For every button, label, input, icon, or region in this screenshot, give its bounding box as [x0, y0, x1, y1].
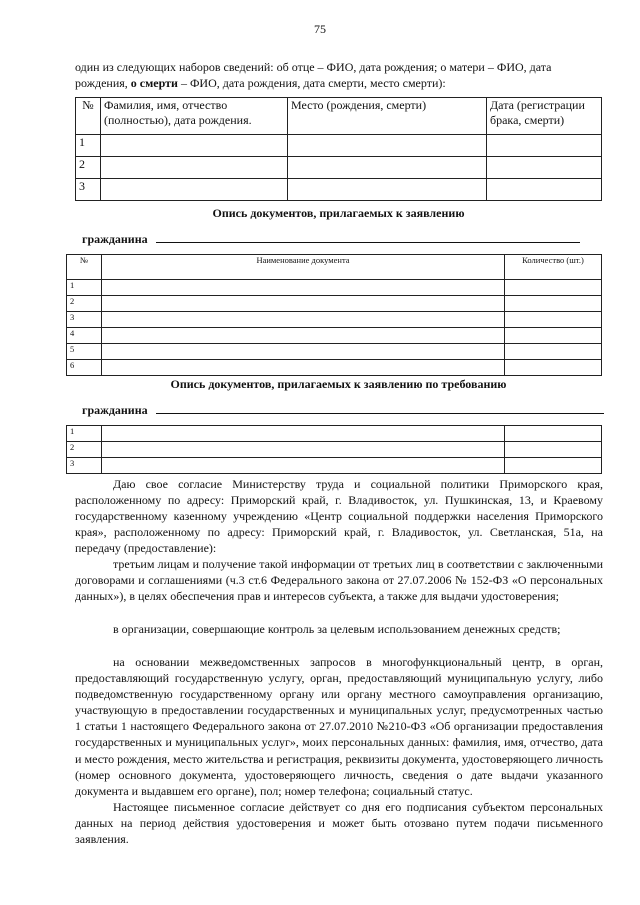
table-row	[67, 426, 602, 442]
cell-quantity[interactable]	[505, 344, 602, 360]
cell-doc-name[interactable]	[102, 458, 505, 474]
cell-quantity[interactable]	[505, 442, 602, 458]
intro-line-2-prefix: рождения,	[75, 76, 131, 90]
table-header-row	[76, 98, 602, 135]
table-header-row	[67, 255, 602, 280]
cell-doc-name[interactable]	[102, 312, 505, 328]
table-row	[67, 458, 602, 474]
citizen-name-field[interactable]	[156, 232, 580, 243]
cell-fio[interactable]	[101, 135, 288, 157]
consent-paragraph-1: Даю свое согласие Министерству труда и социальной политики Приморского края, расположенному по адресу: Приморский край, г. Владивосток, ул. Пушкинская, 13, и Краевому государственному казенному учреждению «Центр социальной поддержки населения Приморского края», расположенному по адресу: Приморский край, г. Владивосток, ул. Светланская, 51а, на передачу (предоставление):	[75, 477, 603, 556]
col-fio-header: Фамилия, имя, отчество (полностью), дата рождения.	[101, 98, 288, 135]
intro-line-2-bold: о смерти	[130, 76, 178, 90]
cell-place[interactable]	[288, 157, 487, 179]
consent-paragraph-4: на основании межведомственных запросов в многофункциональный центр, в орган, предоставляющий государственную услугу, орган, предоставляющий муниципальную услугу, либо подведомственную государственному органу или органу местного самоуправления организацию, участвующую в предоставлении государственных и муниципальных услуг, предусмотренных частью 1 статьи 1 настоящего Федерального закона от 27.07.2010 №210-ФЗ «Об организации предоставления государственных и муниципальных услуг», моих персональных данных: фамилия, имя, отчество, дата и место рождения, место жительства и регистрация, реквизиты документа, удостоверяющего личность (номер основного документа, удостоверяющего личность, сведения о дате выдачи указанного документа и выдавшем его органе), пол; номер телефона; социальный статус.	[75, 655, 603, 798]
table-row	[76, 157, 602, 179]
inventory2-citizen-label: гражданина	[82, 403, 148, 417]
table-row	[67, 442, 602, 458]
cell-doc-name[interactable]	[102, 442, 505, 458]
inventory2-citizen-line	[82, 401, 612, 419]
cell-doc-name[interactable]	[102, 296, 505, 312]
citizen-name-field[interactable]	[156, 403, 604, 414]
table-row	[76, 135, 602, 157]
row-number: 4	[67, 328, 102, 344]
table-row	[67, 328, 602, 344]
intro-line-2	[75, 76, 446, 91]
table-row	[76, 179, 602, 201]
row-number: 1	[67, 426, 102, 442]
col-number-header: №	[67, 255, 102, 280]
cell-doc-name[interactable]	[102, 328, 505, 344]
intro-line-1: один из следующих наборов сведений: об отце – ФИО, дата рождения; о матери – ФИО, дата	[75, 60, 552, 74]
row-number: 2	[67, 442, 102, 458]
inventory1-citizen-line	[82, 230, 592, 248]
cell-date[interactable]	[487, 135, 602, 157]
table-row	[67, 296, 602, 312]
row-number: 2	[76, 157, 101, 179]
page-number: 75	[314, 22, 326, 36]
row-number: 3	[67, 458, 102, 474]
col-date-header: Дата (регистрации брака, смерти)	[487, 98, 602, 135]
consent-paragraph-2: третьим лицам и получение такой информации от третьих лиц в соответствии с заключенными договорами и соглашениями (ч.3 ст.6 Федерального закона от 27.07.2006 № 152-ФЗ «О персональных данных»), в целях обеспечения прав и интересов субъекта, а также для выдачи удостоверения;	[75, 557, 603, 604]
cell-date[interactable]	[487, 179, 602, 201]
row-number: 2	[67, 296, 102, 312]
cell-quantity[interactable]	[505, 328, 602, 344]
inventory1-title: Опись документов, прилагаемых к заявлению	[212, 206, 465, 220]
col-place-header: Место (рождения, смерти)	[288, 98, 487, 135]
consent-paragraph-5: Настоящее письменное согласие действует со дня его подписания субъектом персональных данных на период действия удостоверения и может быть отозвано путем подачи письменного заявления.	[75, 800, 603, 847]
cell-quantity[interactable]	[505, 296, 602, 312]
table-row	[67, 360, 602, 376]
cell-fio[interactable]	[101, 157, 288, 179]
consent-paragraph-3: в организации, совершающие контроль за целевым использованием денежных средств;	[113, 622, 561, 636]
cell-quantity[interactable]	[505, 280, 602, 296]
row-number: 1	[67, 280, 102, 296]
row-number: 3	[67, 312, 102, 328]
cell-fio[interactable]	[101, 179, 288, 201]
cell-date[interactable]	[487, 157, 602, 179]
table-row	[67, 280, 602, 296]
inventory1-table	[66, 254, 602, 376]
col-doc-name-header: Наименование документа	[102, 255, 505, 280]
inventory1-citizen-label: гражданина	[82, 232, 148, 246]
row-number: 5	[67, 344, 102, 360]
cell-doc-name[interactable]	[102, 280, 505, 296]
row-number: 1	[76, 135, 101, 157]
table-row	[67, 312, 602, 328]
cell-quantity[interactable]	[505, 360, 602, 376]
cell-doc-name[interactable]	[102, 344, 505, 360]
row-number: 3	[76, 179, 101, 201]
table-row	[67, 344, 602, 360]
cell-quantity[interactable]	[505, 312, 602, 328]
cell-place[interactable]	[288, 135, 487, 157]
cell-quantity[interactable]	[505, 458, 602, 474]
inventory2-table	[66, 425, 602, 474]
col-quantity-header: Количество (шт.)	[505, 255, 602, 280]
col-number-header: №	[76, 98, 101, 135]
relatives-table	[75, 97, 602, 201]
inventory2-title: Опись документов, прилагаемых к заявлению по требованию	[170, 377, 507, 391]
cell-quantity[interactable]	[505, 426, 602, 442]
intro-line-2-suffix: – ФИО, дата рождения, дата смерти, место смерти):	[177, 76, 446, 90]
cell-place[interactable]	[288, 179, 487, 201]
row-number: 6	[67, 360, 102, 376]
cell-doc-name[interactable]	[102, 426, 505, 442]
cell-doc-name[interactable]	[102, 360, 505, 376]
